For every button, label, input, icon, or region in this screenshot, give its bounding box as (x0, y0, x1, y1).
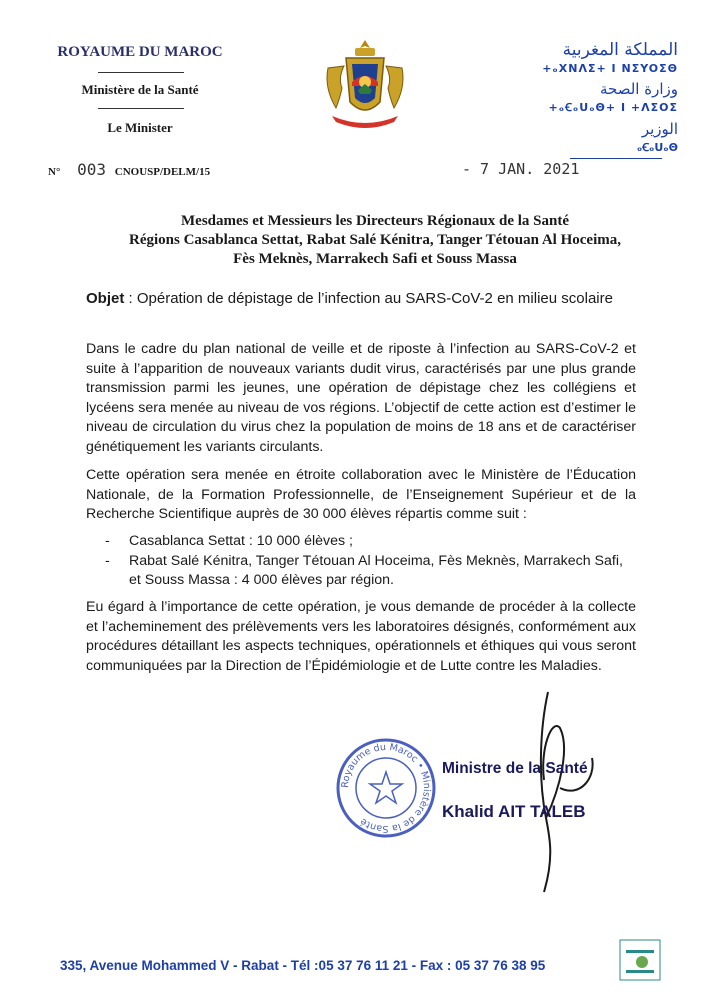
subject-text: : Opération de dépistage de l’infection au SARS-CoV-2 en milieu scolaire (124, 290, 613, 307)
addressee-line: Régions Casablanca Settat, Rabat Salé Kénitra, Tanger Tétouan Al Hoceima, (129, 232, 621, 248)
arabic-kingdom: المملكة المغربية (562, 40, 678, 60)
reference-code: CNOUSP/DELM/15 (114, 166, 211, 178)
stamp-text (340, 742, 432, 834)
subject-label: Objet (86, 290, 125, 307)
minister-heading: Le Minister (107, 120, 173, 135)
official-stamp (334, 736, 438, 840)
arabic-ministry: وزارة الصحة (600, 80, 678, 98)
kingdom-heading: ROYAUME DU MAROC (57, 44, 223, 60)
list-item: - Rabat Salé Kénitra, Tanger Tétouan Al Hoceima, Fès Meknès, Marrakech Safi, et Souss Massa : 4 000 élèves par région. (105, 552, 635, 591)
ministry-logo (618, 938, 662, 982)
divider (570, 158, 662, 159)
handwritten-signature (500, 688, 610, 898)
body-paragraph: Dans le cadre du plan national de veille et de riposte à l’infection au SARS-CoV-2 et suite à l’apparition de nouveaux variants dudit virus, caractérisés par une plus grande transmission parmi les jeunes, une opération de dépistage chez les collégiens et lycéens sera menée au niveau de vos régions. L’objectif de cette action est d’estimer le niveau de circulation du virus chez la population de moins de 18 ans et de caractériser génétiquement les variants circulants. (86, 341, 636, 455)
addressee-line: Fès Meknès, Marrakech Safi et Souss Massa (233, 251, 517, 267)
coat-of-arms-emblem (322, 38, 408, 130)
reference-number: 003 (77, 160, 106, 179)
body-paragraph: Cette opération sera menée en étroite collaboration avec le Ministère de l’Éducation Nationale, de la Formation Professionnelle, de l’Enseignement Supérieur et de la Recherche Scientifique auprès de 30 000 élèves répartis comme suit : (86, 467, 636, 522)
tifinagh-ministry: +ₒꞒₒUₒΘ+ I +ΛΣOΣ (548, 101, 678, 114)
subject-line (86, 290, 613, 307)
tifinagh-kingdom: +ₒXNΛΣ+ I NΣYOΣΘ (542, 62, 678, 75)
distribution-list (105, 532, 635, 591)
stamp-text-path: Royaume du Maroc • Ministère de la Santé (339, 741, 433, 835)
arabic-minister: الوزير (641, 120, 678, 138)
footer-address: 335, Avenue Mohammed V - Rabat - Tél :05 37 76 11 21 - Fax : 05 37 76 38 95 (60, 958, 546, 973)
date-stamp: - 7 JAN. 2021 (462, 160, 580, 178)
addressee-line: Mesdames et Messieurs les Directeurs Régionaux de la Santé (181, 213, 569, 229)
reference-line (48, 160, 210, 179)
list-item: - Casablanca Settat : 10 000 élèves ; (105, 532, 635, 552)
ministry-heading: Ministère de la Santé (81, 82, 199, 97)
reference-prefix: N° (48, 166, 61, 178)
signature-name: Khalid AIT TALEB (442, 802, 586, 821)
divider (98, 108, 184, 109)
tifinagh-minister: ₒꞒₒUₒΘ (636, 141, 678, 154)
signature-title: Ministre de la Santé (442, 760, 588, 777)
divider (98, 72, 184, 73)
body-paragraph: Eu égard à l’importance de cette opération, je vous demande de procéder à la collecte et l’acheminement des prélèvements vers les laboratoires désignés, conformément aux procédures détaillant les aspects techniques, opérationnels et éthiques qui vous seront communiquées par la Direction de l’Épidémiologie et de Lutte contre les Maladies. (86, 599, 636, 674)
